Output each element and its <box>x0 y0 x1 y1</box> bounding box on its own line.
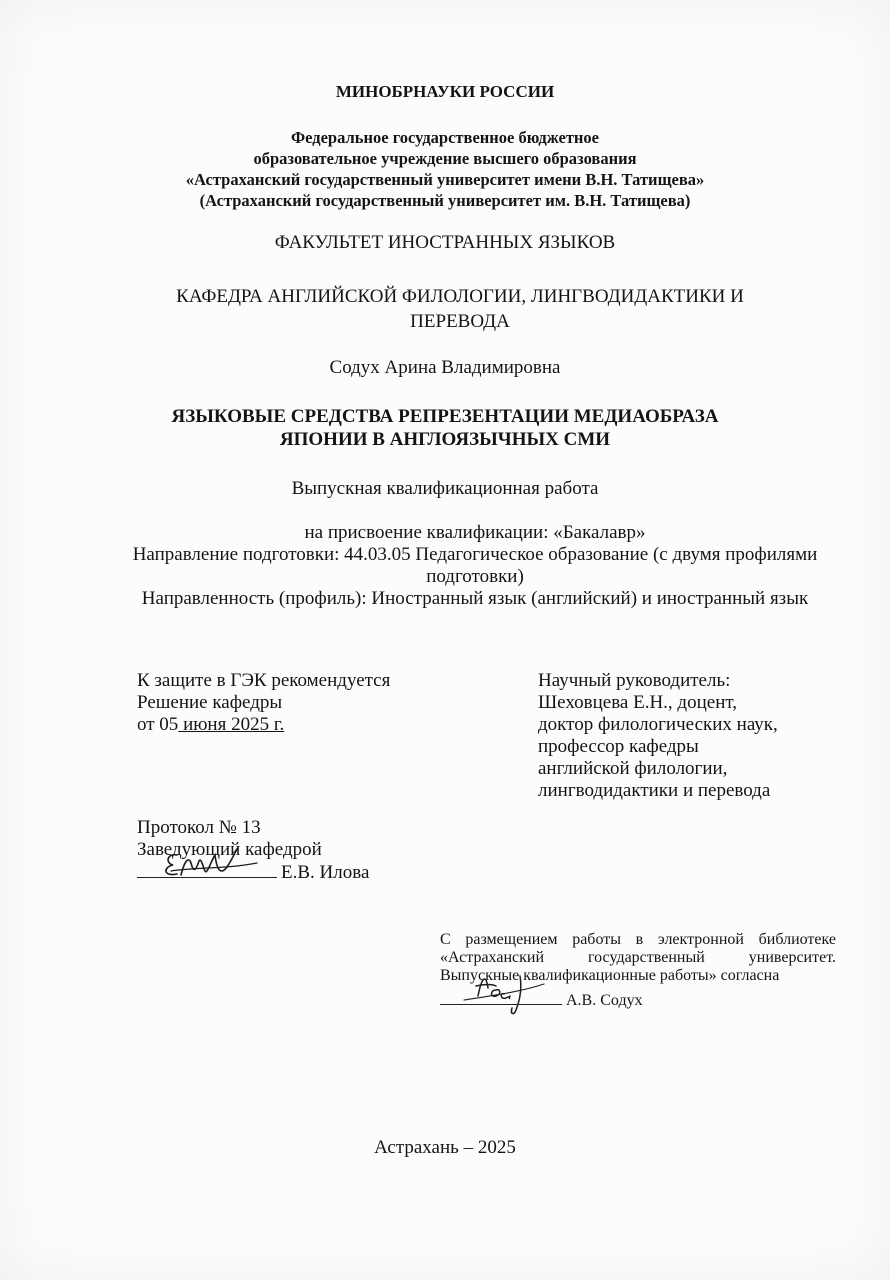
handwritten-signature-icon <box>137 841 277 885</box>
consent-line: «Астраханский государственный университет. <box>440 949 836 966</box>
protocol-block <box>137 817 369 884</box>
student-signature-row <box>440 990 643 1010</box>
department-decision: Решение кафедры <box>137 692 283 713</box>
supervisor-line: профессор кафедры <box>538 736 699 757</box>
work-type: Выпускная квалификационная работа <box>291 478 599 499</box>
university-line: «Астраханский государственный университет имени В.Н. Татищева» <box>185 170 705 189</box>
decision-date <box>137 714 390 736</box>
author-name: Содух Арина Владимировна <box>329 357 561 378</box>
head-signature-row <box>137 861 369 884</box>
head-of-department-name: Е.В. Илова <box>281 862 370 883</box>
consent-line: С размещением работы в электронной библиотеке <box>440 931 836 948</box>
date-underlined: июня 2025 г. <box>178 714 285 735</box>
date-prefix: от 05 <box>137 714 179 735</box>
defense-recommendation: К защите в ГЭК рекомендуется <box>137 670 391 691</box>
signature-line <box>440 990 562 1005</box>
university-line: Федеральное государственное бюджетное <box>290 128 600 147</box>
profile-line: Направленность (профиль): Иностранный язык (английский) и иностранный язык <box>141 588 809 609</box>
qualification-block <box>130 522 820 610</box>
signature-line <box>137 861 277 878</box>
faculty-heading: ФАКУЛЬТЕТ ИНОСТРАННЫХ ЯЗЫКОВ <box>274 232 616 253</box>
ministry-heading: МИНОБРНАУКИ РОССИИ <box>335 82 555 101</box>
consent-line: Выпускные квалификационные работы» согласна <box>440 967 780 984</box>
handwritten-signature-icon <box>440 966 570 1022</box>
university-line: (Астраханский государственный университет им. В.Н. Татищева) <box>199 191 691 210</box>
student-signer-name: А.В. Содух <box>566 992 643 1009</box>
university-block <box>0 127 890 211</box>
supervisor-block <box>538 670 778 802</box>
university-line: образовательное учреждение высшего образования <box>253 149 637 168</box>
defense-block <box>137 670 390 736</box>
qualification-line: на присвоение квалификации: «Бакалавр» <box>304 522 646 543</box>
city-year: Астрахань – 2025 <box>374 1137 516 1158</box>
thesis-title <box>0 405 890 451</box>
thesis-title-line: ЯЗЫКОВЫЕ СРЕДСТВА РЕПРЕЗЕНТАЦИИ МЕДИАОБРАЗА <box>171 406 719 427</box>
thesis-title-line: ЯПОНИИ В АНГЛОЯЗЫЧНЫХ СМИ <box>279 429 611 450</box>
supervisor-line: Научный руководитель: <box>538 670 731 691</box>
department-heading: КАФЕДРА АНГЛИЙСКОЙ ФИЛОЛОГИИ, ЛИНГВОДИДАКТИКИ И ПЕРЕВОДА <box>176 286 744 332</box>
head-of-department-label: Заведующий кафедрой <box>137 839 322 860</box>
supervisor-line: Шеховцева Е.Н., доцент, <box>538 692 737 713</box>
direction-line: Направление подготовки: 44.03.05 Педагогическое образование (с двумя профилями подготовки) <box>132 544 818 587</box>
supervisor-line: доктор филологических наук, <box>538 714 778 735</box>
supervisor-line: лингводидактики и перевода <box>538 780 771 801</box>
protocol-number: Протокол № 13 <box>137 817 261 838</box>
supervisor-line: английской филологии, <box>538 758 728 779</box>
